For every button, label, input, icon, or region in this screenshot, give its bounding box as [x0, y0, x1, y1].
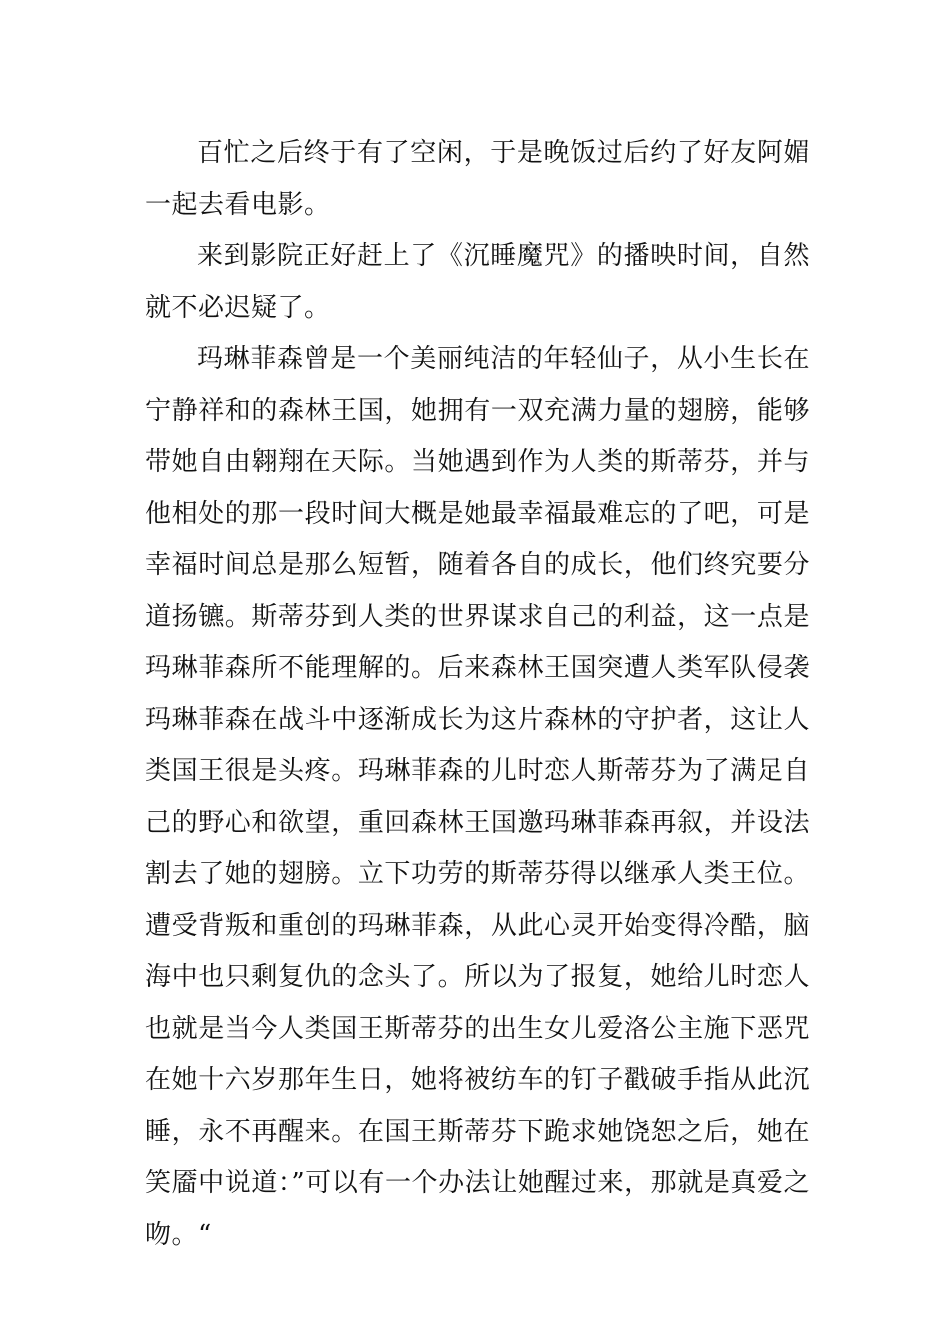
paragraph-2: 来到影院正好赶上了《沉睡魔咒》的播映时间，自然就不必迟疑了。 — [145, 241, 810, 323]
document-body — [145, 128, 810, 1261]
paragraph-1: 百忙之后终于有了空闲，于是晚饭过后约了好友阿媚一起去看电影。 — [145, 138, 810, 220]
paragraph-3: 玛琳菲森曾是一个美丽纯洁的年轻仙子，从小生长在宁静祥和的森林王国，她拥有一双充满力量的翅膀，能够带她自由翱翔在天际。当她遇到作为人类的斯蒂芬，并与他相处的那一段时间大概是她最幸福最难忘的了吧，可是幸福时间总是那么短暂，随着各自的成长，他们终究要分道扬镳。斯蒂芬到人类的世界谋求自己的利益，这一点是玛琳菲森所不能理解的。后来森林王国突遭人类军队侵袭玛琳菲森在战斗中逐渐成长为这片森林的守护者，这让人类国王很是头疼。玛琳菲森的儿时恋人斯蒂芬为了满足自己的野心和欲望，重回森林王国邀玛琳菲森再叙，并设法割去了她的翅膀。立下功劳的斯蒂芬得以继承人类王位。遭受背叛和重创的玛琳菲森，从此心灵开始变得冷酷，脑海中也只剩复仇的念头了。所以为了报复，她给儿时恋人也就是当今人类国王斯蒂芬的出生女儿爱洛公主施下恶咒在她十六岁那年生日，她将被纺车的钉子戳破手指从此沉睡，永不再醒来。在国王斯蒂芬下跪求她饶恕之后，她在笑靥中说道：”可以有一个办法让她醒过来，那就是真爱之吻。“ — [145, 344, 810, 1250]
